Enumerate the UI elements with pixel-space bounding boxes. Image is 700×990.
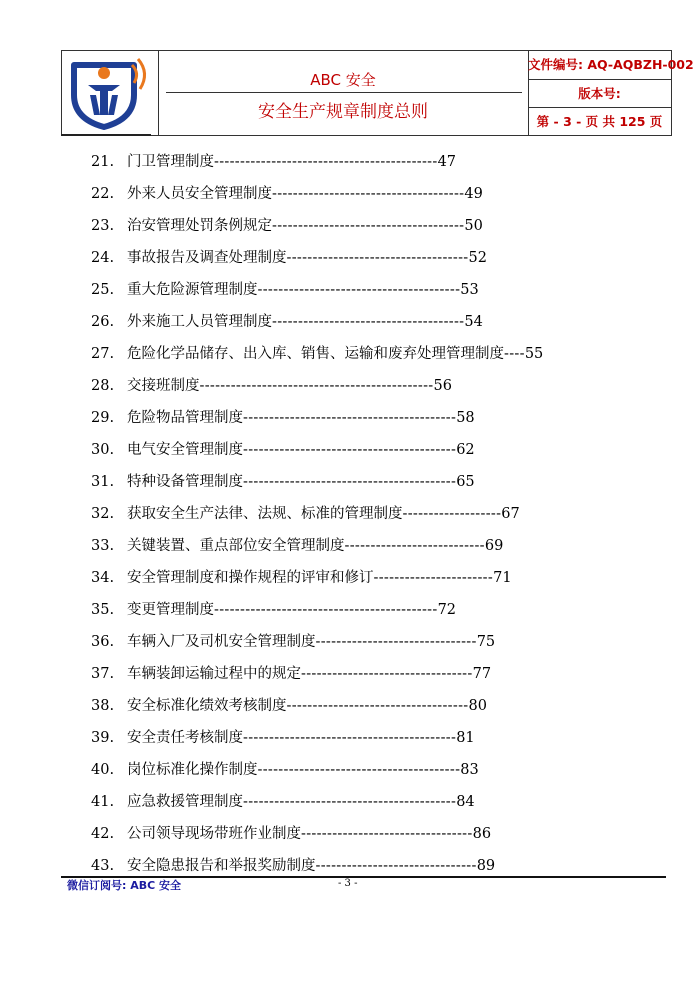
toc-item-leader: --------------------------- <box>344 538 485 554</box>
toc-item-page: 56 <box>433 378 452 394</box>
toc-item-title: 车辆装卸运输过程中的规定 <box>127 666 301 682</box>
toc-item-leader: ------------------------------------- <box>272 218 465 234</box>
toc-item-page: 72 <box>437 602 457 618</box>
toc-item-leader: --------------------------------- <box>301 666 473 682</box>
toc-item-number: 29. <box>91 410 115 426</box>
toc-item-number: 22. <box>91 186 115 202</box>
toc-item-title: 应急救援管理制度 <box>127 794 243 810</box>
toc-item-title: 门卫管理制度 <box>127 154 214 170</box>
toc-item-title: 安全责任考核制度 <box>127 730 243 746</box>
document-header <box>61 50 694 136</box>
toc-item-page: 54 <box>464 314 483 330</box>
logo-underline <box>61 134 151 136</box>
toc-item[interactable] <box>91 247 487 269</box>
toc-item-page: 81 <box>456 730 475 746</box>
toc-item-number: 36. <box>91 634 115 650</box>
toc-item-leader: ------------------------------- <box>315 634 477 650</box>
toc-item[interactable] <box>91 759 479 781</box>
file-number: 文件编号: AQ-AQBZH-002 <box>528 57 694 72</box>
toc-item-leader: ------------------------------- <box>315 858 477 874</box>
toc-item[interactable] <box>91 471 475 493</box>
toc-item-title: 外来人员安全管理制度 <box>127 186 272 202</box>
toc-item-page: 58 <box>456 410 475 426</box>
toc-item-page: 84 <box>456 794 475 810</box>
toc-item-page: 80 <box>468 698 487 714</box>
toc-item-number: 37. <box>91 666 115 682</box>
toc-item[interactable] <box>91 631 495 653</box>
toc-item[interactable] <box>91 151 456 173</box>
toc-item-page: 50 <box>464 218 483 234</box>
toc-item-leader: ----------------------------------------- <box>243 794 457 810</box>
document-title: 安全生产规章制度总则 <box>258 102 428 122</box>
toc-item[interactable] <box>91 183 483 205</box>
toc-item-number: 40. <box>91 762 115 778</box>
toc-item-title: 交接班制度 <box>127 378 200 394</box>
page-info: 第 - 3 - 页 共 125 页 <box>528 107 671 135</box>
toc-item-page: 75 <box>476 634 496 650</box>
toc-item-number: 41. <box>91 794 115 810</box>
toc-item-leader: --------------------------------------- <box>257 762 461 778</box>
toc-item[interactable] <box>91 503 520 525</box>
toc-item[interactable] <box>91 279 479 301</box>
toc-item-title: 重大危险源管理制度 <box>127 282 258 298</box>
toc-item-leader: ----------------------- <box>373 570 494 586</box>
toc-item-page: 52 <box>468 250 487 266</box>
toc-item-number: 23. <box>91 218 115 234</box>
toc-item-title: 安全标准化绩效考核制度 <box>127 698 287 714</box>
toc-item[interactable] <box>91 567 512 589</box>
toc-item-page: 62 <box>456 442 475 458</box>
title-cell <box>158 51 529 135</box>
toc-item-number: 28. <box>91 378 115 394</box>
toc-item-leader: --------------------------------- <box>301 826 473 842</box>
toc-item-leader: ----------------------------------------- <box>243 730 457 746</box>
toc-item-leader: ------------------------------------------- <box>214 154 438 170</box>
toc-item-leader: --------------------------------------- <box>257 282 461 298</box>
toc-item-page: 53 <box>460 282 479 298</box>
toc-item-page: 47 <box>437 154 457 170</box>
toc-item[interactable] <box>91 375 452 397</box>
toc-item-leader: ------------------------------------------- <box>214 602 438 618</box>
toc-item-title: 变更管理制度 <box>127 602 214 618</box>
toc-item[interactable] <box>91 407 475 429</box>
toc-item-page: 86 <box>472 826 492 842</box>
toc-item-number: 30. <box>91 442 115 458</box>
toc-item[interactable] <box>91 439 475 461</box>
toc-item-title: 岗位标准化操作制度 <box>127 762 258 778</box>
toc-item-page: 77 <box>472 666 492 682</box>
meta-cell <box>528 51 694 135</box>
toc-item-number: 34. <box>91 570 115 586</box>
toc-item-number: 21. <box>91 154 115 170</box>
toc-item-page: 69 <box>484 538 504 554</box>
logo-cell <box>62 51 159 135</box>
toc-item-number: 31. <box>91 474 115 490</box>
toc-item-title: 关键装置、重点部位安全管理制度 <box>127 538 345 554</box>
title-divider <box>166 92 522 93</box>
toc-item-leader: ------------------- <box>402 506 502 522</box>
toc-item-leader: --------------------------------------------- <box>199 378 434 394</box>
toc-item-page: 83 <box>460 762 479 778</box>
toc-item[interactable] <box>91 727 475 749</box>
toc-item-number: 39. <box>91 730 115 746</box>
toc-item[interactable] <box>91 823 491 845</box>
toc-item-title: 安全隐患报告和举报奖励制度 <box>127 858 316 874</box>
toc-item-title: 车辆入厂及司机安全管理制度 <box>127 634 316 650</box>
toc-item-leader: ----------------------------------------- <box>243 442 457 458</box>
toc-item-number: 35. <box>91 602 115 618</box>
toc-item-number: 38. <box>91 698 115 714</box>
toc-item-leader: ----------------------------------- <box>286 698 469 714</box>
toc-item-number: 42. <box>91 826 115 842</box>
toc-item-leader: ----------------------------------- <box>286 250 469 266</box>
toc-item-number: 26. <box>91 314 115 330</box>
toc-item-title: 获取安全生产法律、法规、标准的管理制度 <box>127 506 403 522</box>
toc-item[interactable] <box>91 791 475 813</box>
company-logo-icon <box>68 55 152 131</box>
toc-item-number: 25. <box>91 282 115 298</box>
toc-item-title: 危险化学品储存、出入库、销售、运输和废弃处理管理制度 <box>127 346 504 362</box>
toc-item[interactable] <box>91 599 456 621</box>
toc-item-page: 65 <box>456 474 475 490</box>
toc-item-number: 43. <box>91 858 115 874</box>
toc-item[interactable] <box>91 311 483 333</box>
toc-item[interactable] <box>91 535 503 557</box>
version-number: 版本号: <box>528 79 671 107</box>
toc-item-leader: ------------------------------------- <box>272 186 465 202</box>
toc-item-title: 外来施工人员管理制度 <box>127 314 272 330</box>
toc-item-leader: ----------------------------------------- <box>243 410 457 426</box>
toc-item-number: 33. <box>91 538 115 554</box>
toc-item-title: 危险物品管理制度 <box>127 410 243 426</box>
toc-item-title: 特种设备管理制度 <box>127 474 243 490</box>
toc-item-leader: ---- <box>504 346 525 362</box>
toc-item-page: 71 <box>493 570 512 586</box>
toc-item[interactable] <box>91 343 543 365</box>
toc-item-title: 公司领导现场带班作业制度 <box>127 826 301 842</box>
toc-item-title: 治安管理处罚条例规定 <box>127 218 272 234</box>
toc-item-number: 24. <box>91 250 115 266</box>
toc-item-number: 27. <box>91 346 115 362</box>
toc-item[interactable] <box>91 663 491 685</box>
footer-page-number: - 3 - <box>338 878 358 889</box>
toc-item[interactable] <box>91 695 487 717</box>
toc-item-title: 电气安全管理制度 <box>127 442 243 458</box>
toc-item-leader: ------------------------------------- <box>272 314 465 330</box>
toc-item-leader: ----------------------------------------- <box>243 474 457 490</box>
toc-item-page: 55 <box>524 346 544 362</box>
wechat-subscription: 微信订阅号: ABC 安全 <box>67 879 182 892</box>
toc-item[interactable] <box>91 215 483 237</box>
toc-item-page: 67 <box>501 506 520 522</box>
toc-item-page: 89 <box>476 858 496 874</box>
toc-item-number: 32. <box>91 506 115 522</box>
toc-item-page: 49 <box>464 186 483 202</box>
toc-item-title: 事故报告及调查处理制度 <box>127 250 287 266</box>
toc-item[interactable] <box>91 855 495 877</box>
company-name: ABC 安全 <box>310 71 376 89</box>
toc-item-title: 安全管理制度和操作规程的评审和修订 <box>127 570 374 586</box>
